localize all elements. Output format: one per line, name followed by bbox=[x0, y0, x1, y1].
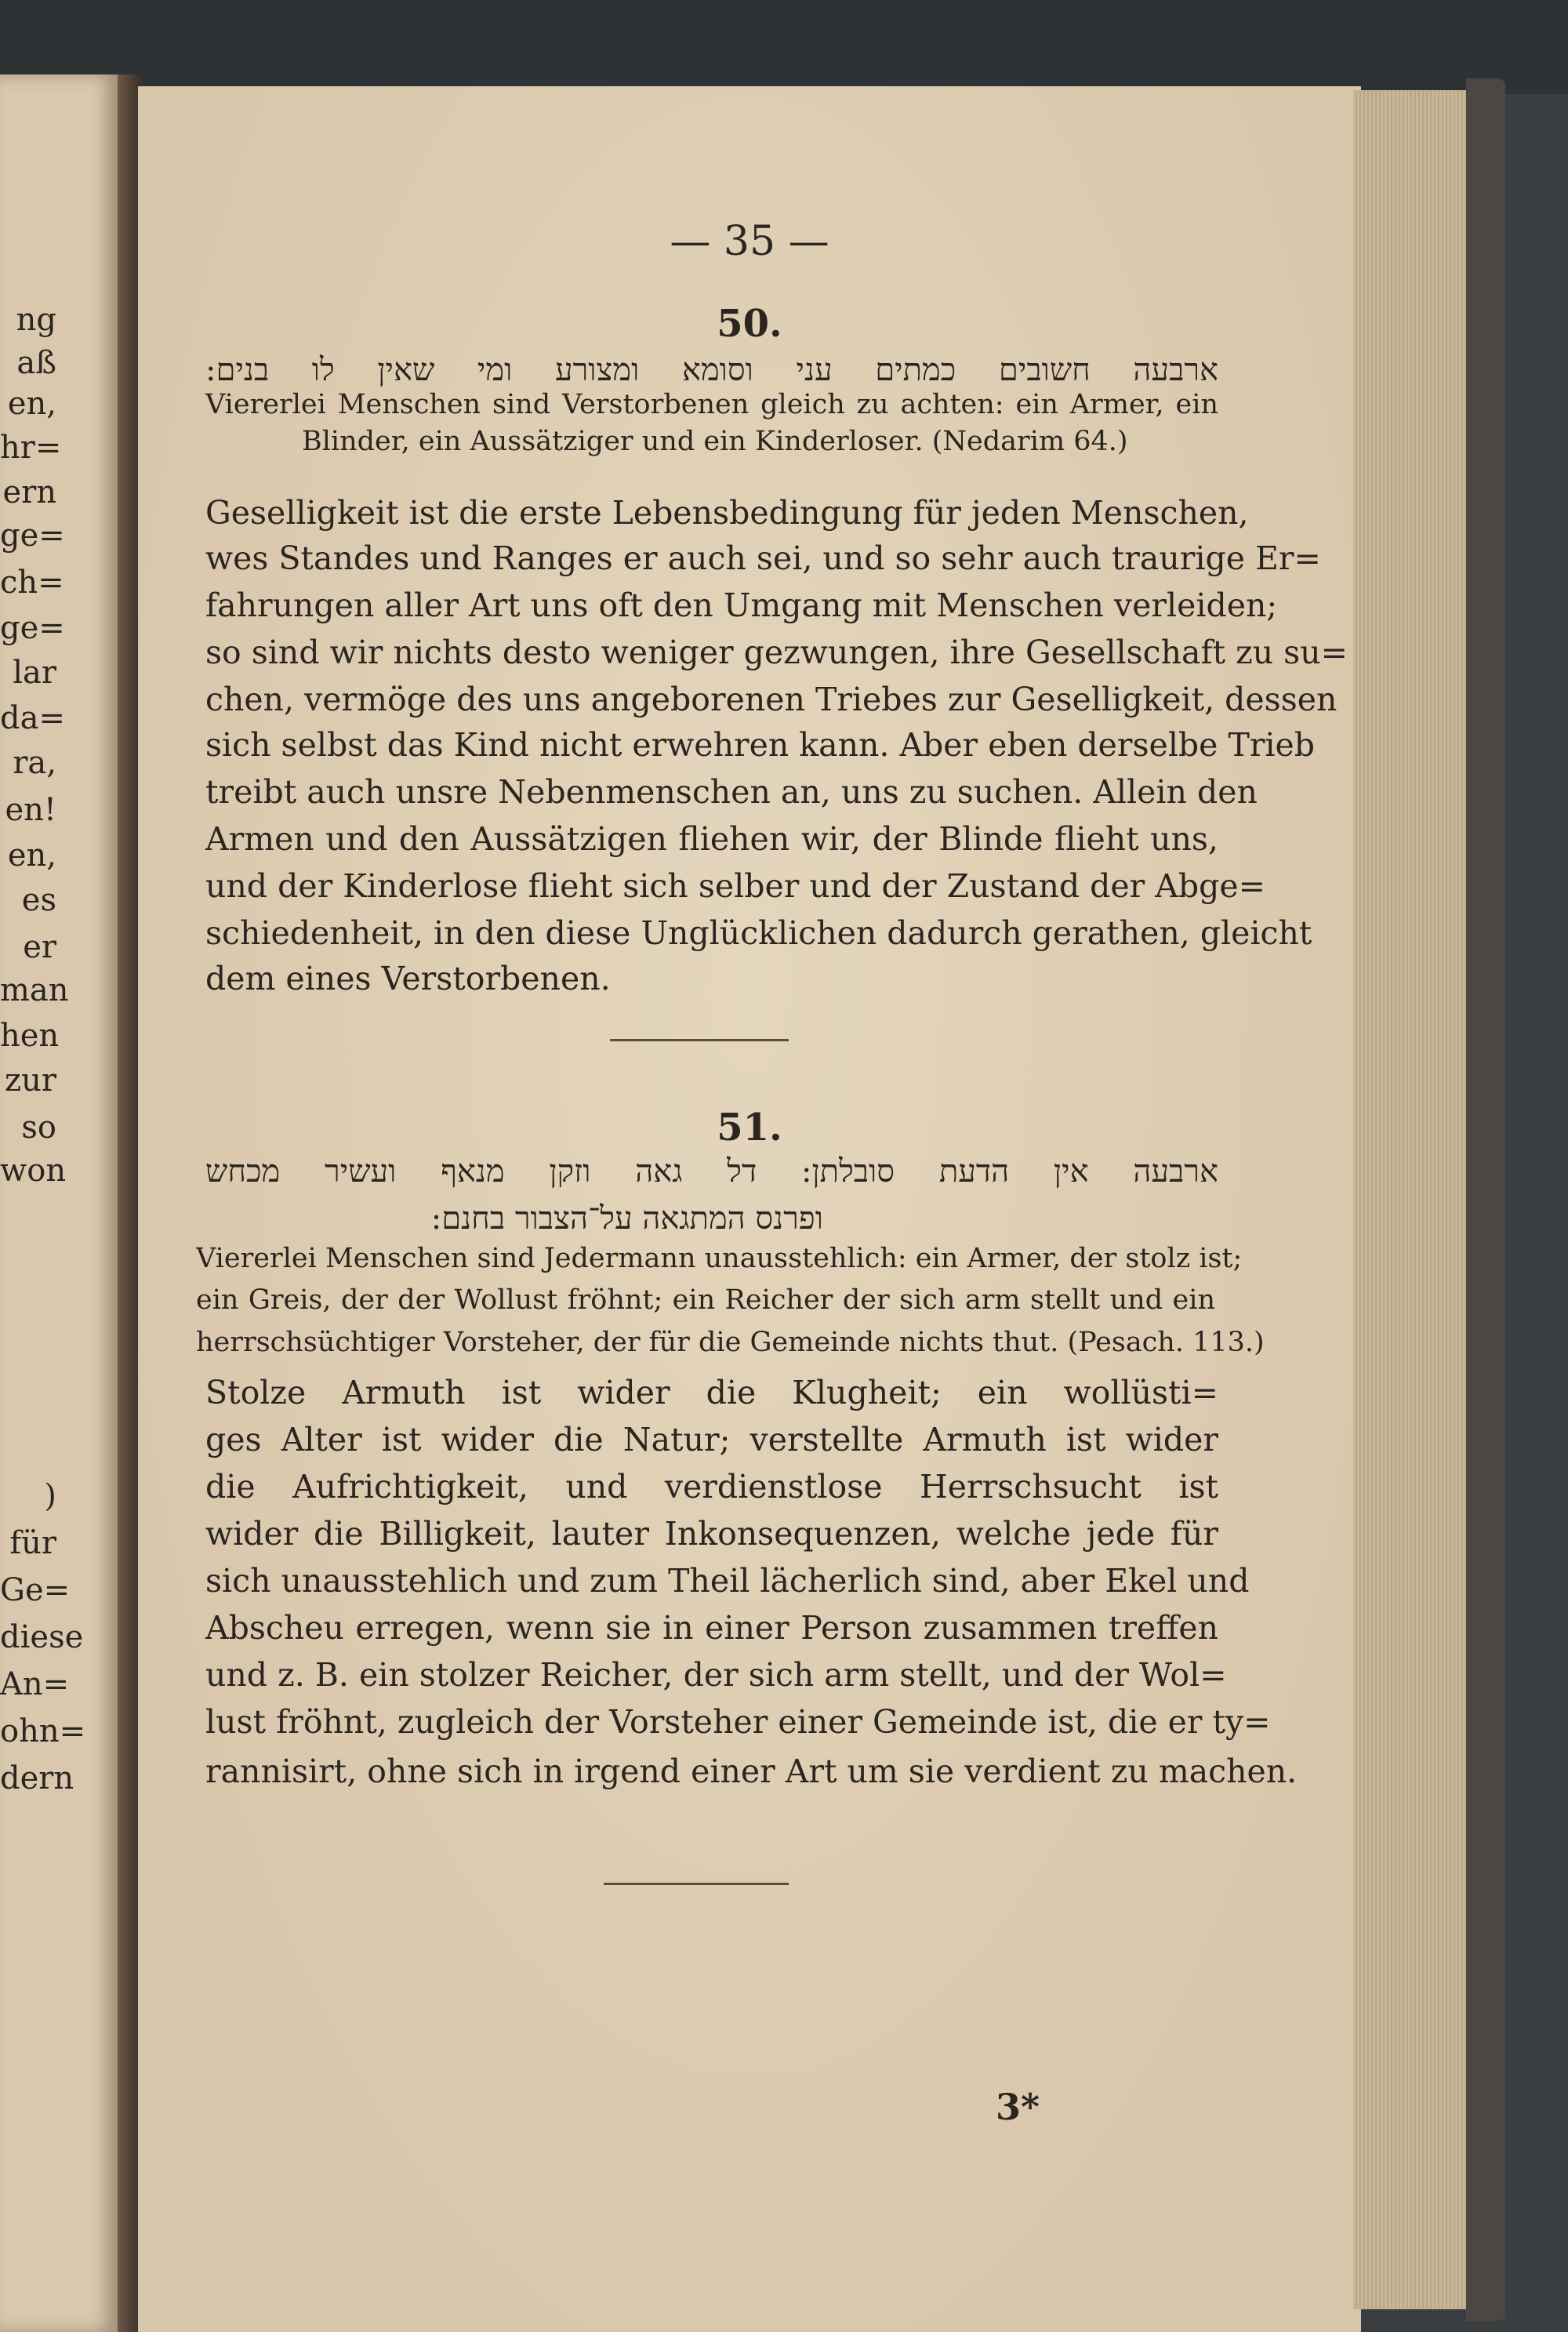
section-50-number: 50. bbox=[717, 302, 782, 346]
left-page-fragment: es bbox=[21, 882, 56, 918]
left-page-fragment: zur bbox=[5, 1062, 56, 1099]
left-page-fragment: ge= bbox=[0, 610, 65, 646]
left-page-fragment: Ge= bbox=[0, 1572, 71, 1608]
page-edges bbox=[1353, 90, 1475, 2309]
left-page-fragment: für bbox=[9, 1525, 56, 1561]
section-51-number: 51. bbox=[717, 1106, 782, 1150]
left-page-fragment: ge= bbox=[0, 518, 65, 554]
left-page-fragment: diese bbox=[0, 1619, 84, 1655]
section-50-translation-line: Blinder, ein Aussätziger und ein Kinderloser. (Nedarim 64.) bbox=[302, 426, 1128, 457]
left-page-fragment: lar bbox=[13, 655, 56, 691]
left-page-fragment: en, bbox=[7, 386, 56, 422]
left-page-fragment: er bbox=[23, 929, 56, 965]
book-cover bbox=[1466, 78, 1505, 2321]
body-text-line: und der Kinderlose flieht sich selber und der Zustand der Abge= bbox=[205, 867, 1265, 905]
left-page bbox=[0, 74, 118, 2332]
body-text-line: wes Standes und Ranges er auch sei, und so sehr auch traurige Er= bbox=[205, 539, 1321, 577]
section-51-translation-line: ein Greis, der der Wollust fröhnt; ein Reicher der sich arm stellt und ein bbox=[196, 1284, 1215, 1316]
left-page-fragment: won bbox=[0, 1153, 67, 1189]
left-page-fragment: ra, bbox=[13, 745, 56, 781]
body-text-line: chen, vermöge des uns angeborenen Triebes zur Geselligkeit, dessen bbox=[205, 681, 1338, 718]
left-page-fragment: en, bbox=[7, 837, 56, 874]
left-page-fragment: so bbox=[21, 1110, 56, 1146]
section-divider bbox=[610, 1039, 789, 1041]
left-page-fragment: ch= bbox=[0, 565, 64, 601]
body-text-line: sich selbst das Kind nicht erwehren kann. Aber eben derselbe Trieb bbox=[205, 726, 1316, 764]
left-page-fragment: dern bbox=[0, 1760, 74, 1796]
body-text-line: rannisirt, ohne sich in irgend einer Art um sie verdient zu machen. bbox=[205, 1753, 1298, 1790]
left-page-fragment: hen bbox=[0, 1018, 60, 1054]
body-text-line: dem eines Verstorbenen. bbox=[205, 960, 611, 997]
body-text-line: und z. B. ein stolzer Reicher, der sich arm stellt, und der Wol= bbox=[205, 1656, 1227, 1694]
left-page-fragment: man bbox=[0, 972, 69, 1008]
section-51-hebrew-line: ארבעה אין הדעת סובלתן: דל גאה וזקן מנאף ועשיר מכחש bbox=[205, 1153, 1218, 1190]
body-text-line: Geselligkeit ist die erste Lebensbedingung für jeden Menschen, bbox=[205, 494, 1249, 532]
body-text-line: treibt auch unsre Nebenmenschen an, uns zu suchen. Allein den bbox=[205, 773, 1258, 811]
left-page-fragment: da= bbox=[0, 700, 65, 736]
body-text-line: die Aufrichtigkeit, und verdienstlose Herrschsucht ist bbox=[205, 1468, 1218, 1506]
page-number: — 35 — bbox=[670, 218, 829, 265]
section-50-hebrew: ארבעה חשובים כמתים עני וסומא ומצורע ומי שאין לו בנים: bbox=[205, 352, 1218, 388]
scan-background bbox=[0, 0, 1568, 94]
left-page-fragment: ohn= bbox=[0, 1713, 86, 1749]
section-51-hebrew-line: ופרנס המתגאה על־הצבור בחנם: bbox=[430, 1201, 823, 1237]
body-text-line: Abscheu erregen, wenn sie in einer Person zusammen treffen bbox=[205, 1609, 1218, 1647]
body-text-line: wider die Billigkeit, lauter Inkonsequenzen, welche jede für bbox=[205, 1515, 1218, 1553]
left-page-fragment: hr= bbox=[0, 430, 62, 466]
left-page-fragment: ng bbox=[16, 302, 56, 338]
body-text-line: so sind wir nichts desto weniger gezwungen, ihre Gesellschaft zu su= bbox=[205, 634, 1348, 671]
section-51-translation-line: Viererlei Menschen sind Jedermann unausstehlich: ein Armer, der stolz ist; bbox=[196, 1243, 1243, 1274]
body-text-line: lust fröhnt, zugleich der Vorsteher einer Gemeinde ist, die er ty= bbox=[205, 1703, 1271, 1741]
section-50-translation-line: Viererlei Menschen sind Verstorbenen gleich zu achten: ein Armer, ein bbox=[205, 389, 1218, 420]
section-divider bbox=[604, 1883, 789, 1885]
left-page-fragment: ern bbox=[2, 474, 56, 510]
signature-mark: 3* bbox=[996, 2086, 1040, 2128]
body-text-line: Armen und den Aussätzigen fliehen wir, der Blinde flieht uns, bbox=[205, 820, 1218, 858]
body-text-line: sich unausstehlich und zum Theil lächerlich sind, aber Ekel und bbox=[205, 1562, 1250, 1600]
body-text-line: schiedenheit, in den diese Unglücklichen dadurch gerathen, gleicht bbox=[205, 914, 1312, 952]
left-page-fragment: aß bbox=[16, 345, 56, 381]
body-text-line: ges Alter ist wider die Natur; verstellte Armuth ist wider bbox=[205, 1421, 1218, 1458]
body-text-line: Stolze Armuth ist wider die Klugheit; ein wollüsti= bbox=[205, 1374, 1218, 1411]
section-51-translation-line: herrschsüchtiger Vorsteher, der für die Gemeinde nichts thut. (Pesach. 113.) bbox=[196, 1327, 1265, 1358]
left-page-fragment: An= bbox=[0, 1666, 70, 1702]
left-page-fragment: en! bbox=[5, 792, 56, 828]
body-text-line: fahrungen aller Art uns oft den Umgang mit Menschen verleiden; bbox=[205, 587, 1278, 624]
left-page-fragment: ) bbox=[44, 1478, 56, 1514]
